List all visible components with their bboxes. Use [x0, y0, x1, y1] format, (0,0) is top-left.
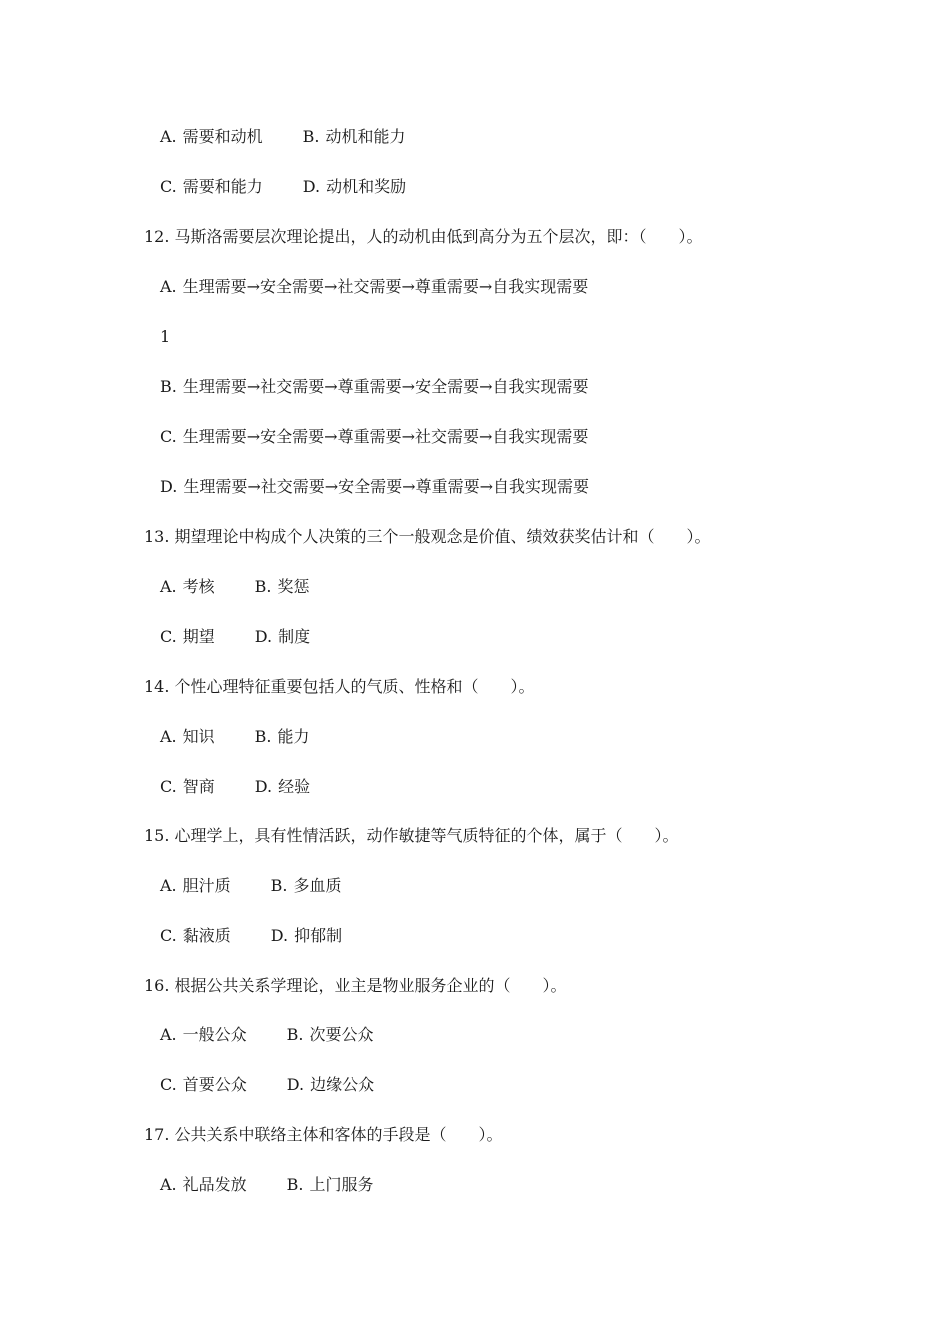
q11-options-row-2: [160, 177, 406, 197]
option-c: C. 首要公众: [160, 1075, 247, 1094]
option-c: C. 需要和能力: [160, 177, 263, 196]
option-a: A. 胆汁质: [160, 876, 231, 895]
option-a: A. 礼品发放: [160, 1175, 247, 1194]
q13-options-row-1: [160, 577, 310, 597]
q15-options-row-2: [160, 926, 342, 946]
q14-options-row-1: [160, 727, 310, 747]
option-d: D. 制度: [254, 627, 311, 646]
option-d: D. 经验: [254, 777, 311, 796]
option-b: B. 多血质: [270, 876, 342, 895]
option-c: C. 黏液质: [160, 926, 231, 945]
q11-options-row-1: [160, 127, 406, 147]
q13-options-row-2: [160, 627, 310, 647]
question-17-stem: 17. 公共关系中联络主体和客体的手段是（ ）。: [144, 1125, 503, 1144]
option-c: C. 智商: [160, 777, 215, 796]
q12-option-b: B. 生理需要→社交需要→尊重需要→安全需要→自我实现需要: [160, 377, 589, 396]
option-b: B. 动机和能力: [302, 127, 406, 146]
option-a: A. 一般公众: [160, 1025, 247, 1044]
option-a: A. 考核: [160, 577, 215, 596]
question-15-stem: 15. 心理学上，具有性情活跃，动作敏捷等气质特征的个体，属于（ ）。: [144, 826, 679, 845]
q15-options-row-1: [160, 876, 342, 896]
option-c: C. 期望: [160, 627, 215, 646]
option-d: D. 抑郁制: [270, 926, 343, 945]
option-b: B. 次要公众: [286, 1025, 374, 1044]
page-number: 1: [160, 327, 171, 346]
option-d: D. 动机和奖励: [302, 177, 407, 196]
option-b: B. 奖惩: [254, 577, 310, 596]
q16-options-row-2: [160, 1075, 374, 1095]
q14-options-row-2: [160, 777, 310, 797]
q12-option-a: A. 生理需要→安全需要→社交需要→尊重需要→自我实现需要: [160, 277, 589, 296]
option-a: A. 知识: [160, 727, 215, 746]
q12-option-d: D. 生理需要→社交需要→安全需要→尊重需要→自我实现需要: [160, 477, 589, 496]
q17-options-row-1: [160, 1175, 374, 1195]
question-16-stem: 16. 根据公共关系学理论，业主是物业服务企业的（ ）。: [144, 976, 567, 995]
option-a: A. 需要和动机: [160, 127, 263, 146]
q12-option-c: C. 生理需要→安全需要→尊重需要→社交需要→自我实现需要: [160, 427, 589, 446]
option-b: B. 能力: [254, 727, 310, 746]
option-b: B. 上门服务: [286, 1175, 374, 1194]
option-d: D. 边缘公众: [286, 1075, 375, 1094]
q16-options-row-1: [160, 1025, 374, 1045]
question-12-stem: 12. 马斯洛需要层次理论提出，人的动机由低到高分为五个层次，即：（ ）。: [144, 227, 703, 246]
question-13-stem: 13. 期望理论中构成个人决策的三个一般观念是价值、绩效获奖估计和（ ）。: [144, 527, 711, 546]
question-14-stem: 14. 个性心理特征重要包括人的气质、性格和（ ）。: [144, 677, 535, 696]
